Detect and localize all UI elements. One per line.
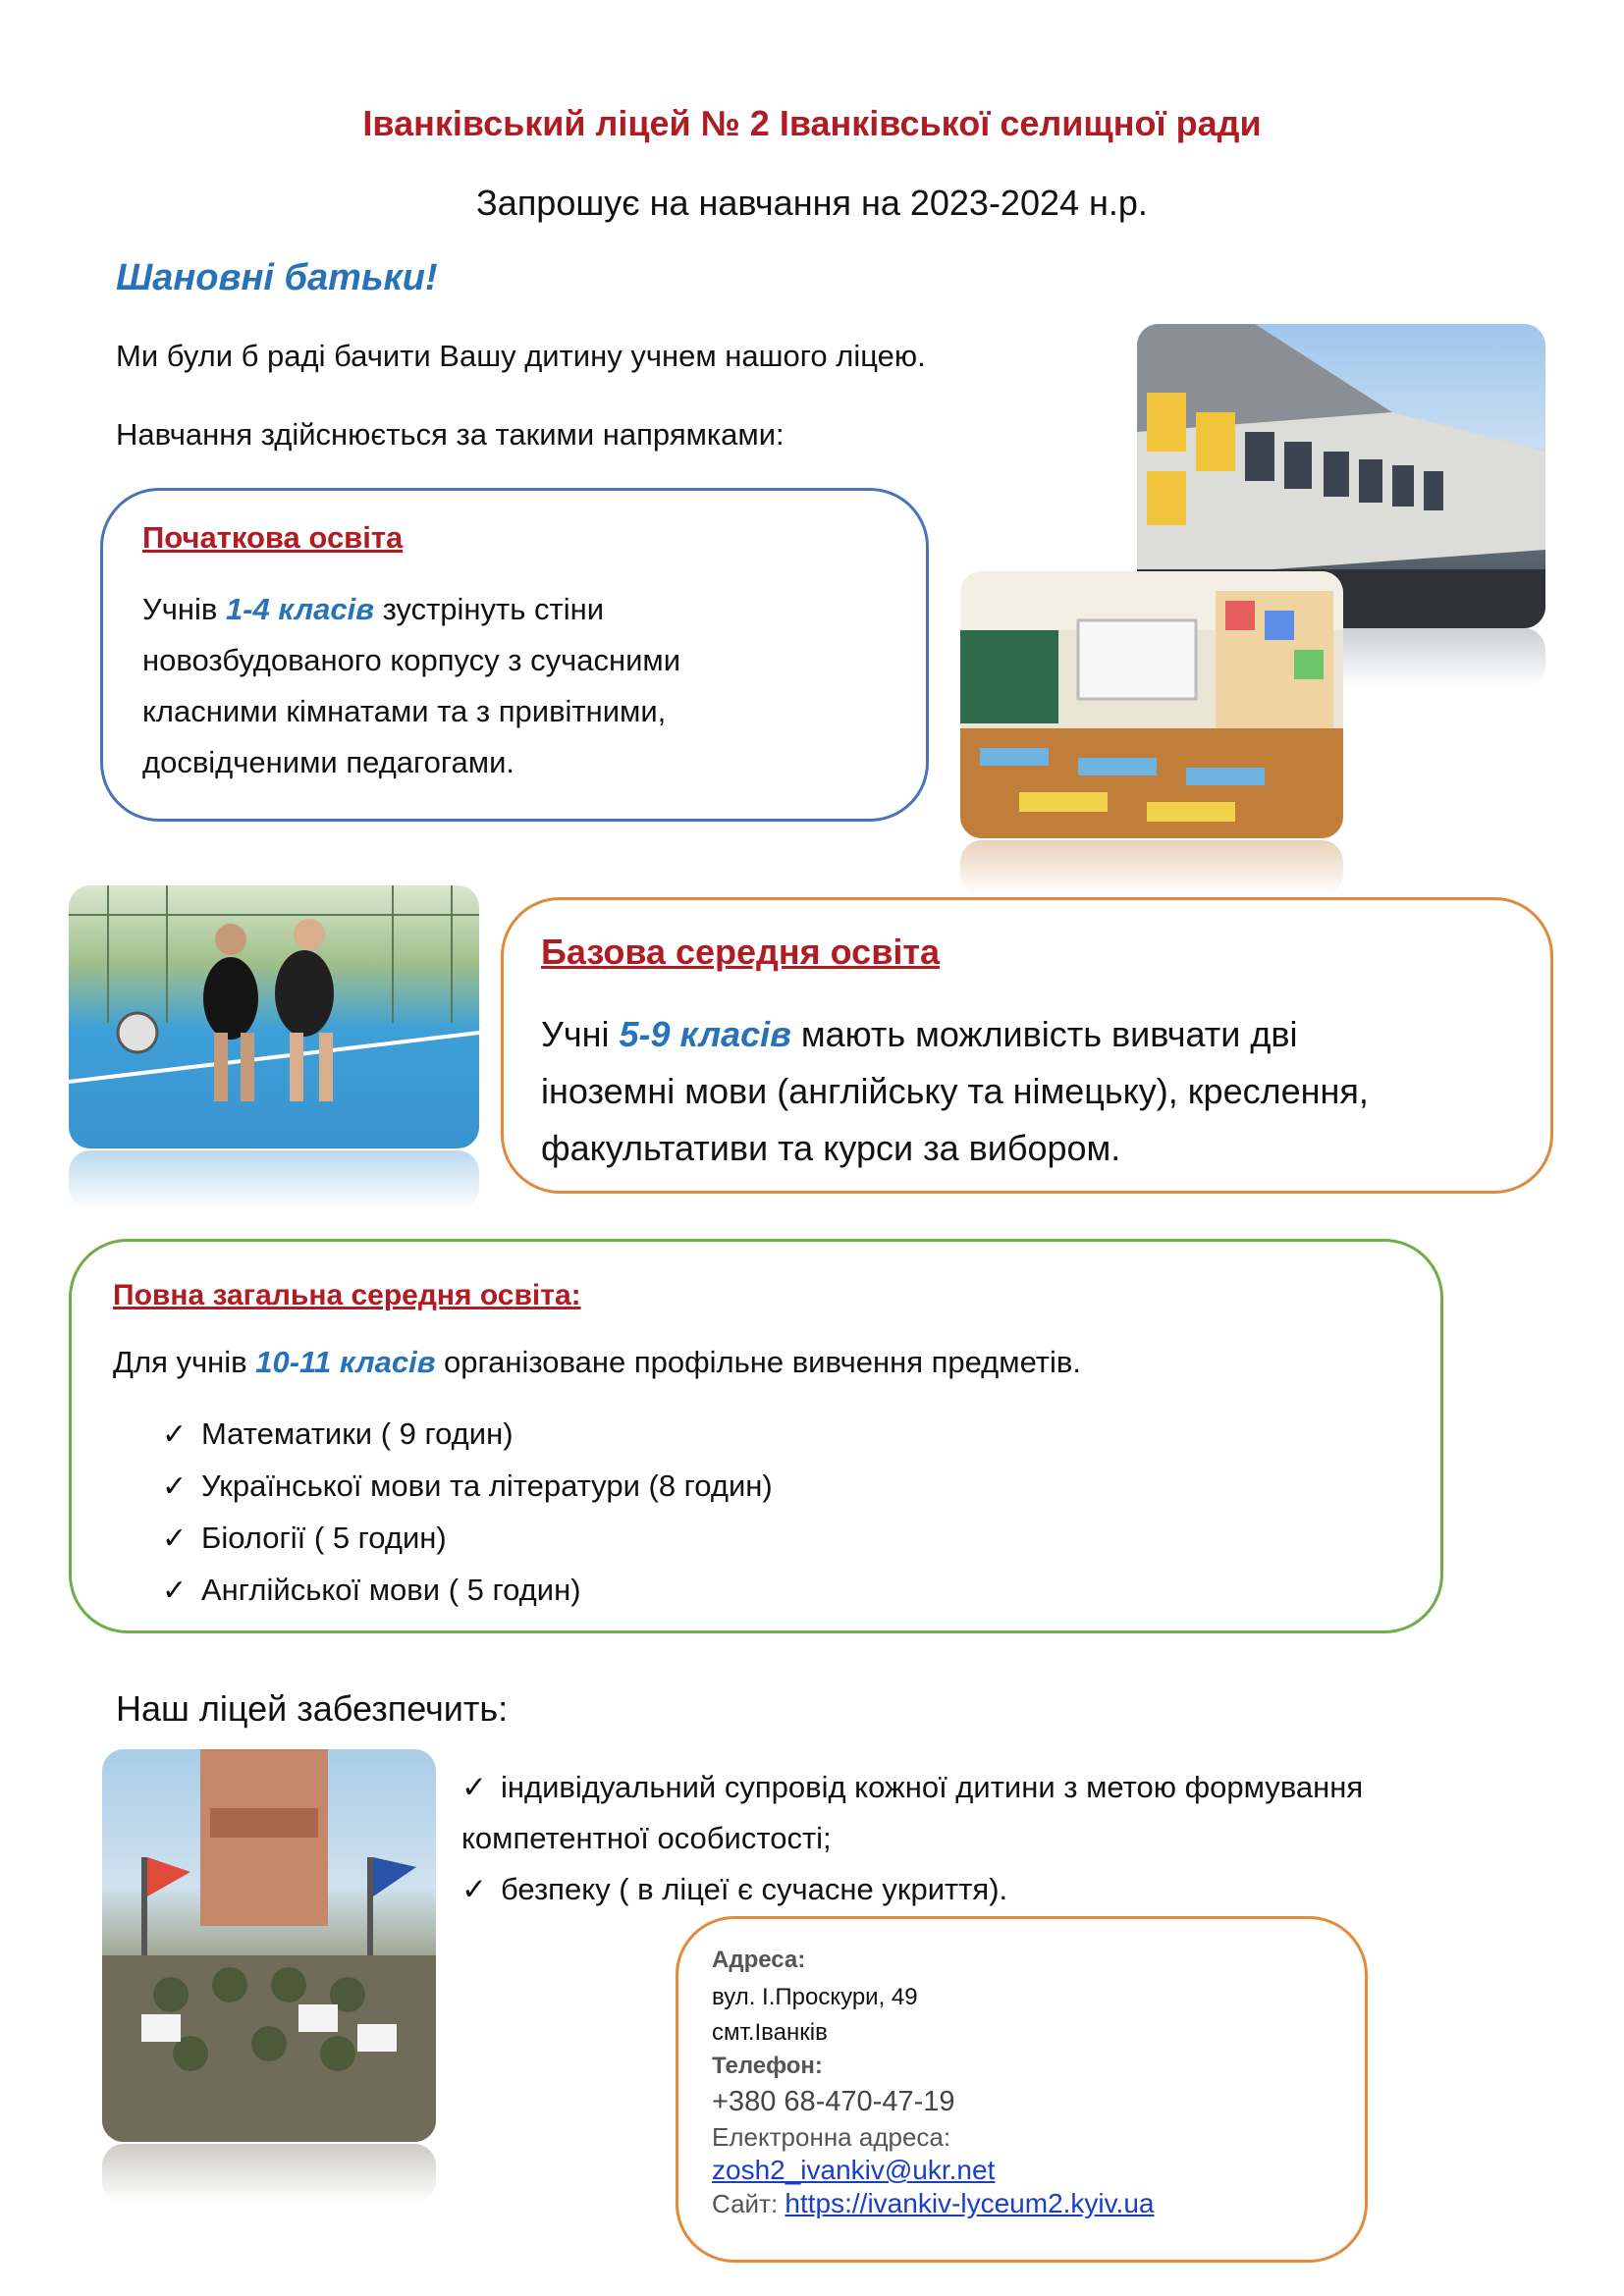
primary-line-2: новозбудованого корпусу з сучасними	[142, 643, 681, 677]
basic-line-1	[541, 1006, 1533, 1063]
basic-text-rest: мають можливість вивчати дві	[790, 1014, 1298, 1054]
phone: +380 68-470-47-19	[712, 2086, 955, 2117]
full-text-before: Для учнів	[113, 1345, 256, 1379]
primary-line-1	[142, 584, 908, 635]
check-icon: ✓	[461, 1872, 487, 1906]
primary-education-box	[100, 488, 929, 822]
basic-education-box	[501, 897, 1553, 1194]
full-heading: Повна загальна середня освіта:	[113, 1279, 581, 1311]
basic-line-2: іноземні мови (англійську та німецьку), креслення,	[541, 1071, 1369, 1111]
basic-grades: 5-9 класів	[619, 1014, 791, 1054]
primary-text	[142, 584, 908, 788]
list-item	[162, 1513, 1340, 1565]
classroom-photo	[960, 571, 1343, 838]
provides-item-1-line-1: індивідуальний супровід кожної дитини з метою формування	[501, 1770, 1364, 1804]
subject-text: Англійської мови ( 5 годин)	[201, 1573, 581, 1607]
email-label: Електронна адреса:	[712, 2122, 951, 2152]
check-icon: ✓	[162, 1522, 188, 1555]
primary-heading: Початкова освіта	[142, 520, 404, 555]
list-item	[461, 1762, 1571, 1813]
full-intro	[113, 1345, 1081, 1380]
full-education-box	[69, 1239, 1443, 1633]
greeting: Шановні батьки!	[116, 257, 438, 298]
group-photo-reflection	[102, 2144, 436, 2203]
check-icon: ✓	[162, 1575, 188, 1607]
provides-item-1-line-2: компетентної особистості;	[461, 1821, 832, 1855]
primary-text-rest: зустрінуть стіни	[373, 592, 605, 626]
basic-line-3: факультативи та курси за вибором.	[541, 1128, 1121, 1168]
contact-info	[712, 1944, 1340, 2220]
group-photo	[102, 1749, 436, 2142]
primary-grades: 1-4 класів	[225, 592, 374, 626]
subject-text: Математики ( 9 годин)	[201, 1416, 514, 1451]
check-icon: ✓	[461, 1770, 487, 1804]
site-link[interactable]: https://ivankiv-lyceum2.kyiv.ua	[785, 2188, 1155, 2218]
list-item	[461, 1864, 1571, 1915]
primary-line-4: досвідченими педагогами.	[142, 745, 514, 779]
check-icon: ✓	[162, 1470, 188, 1503]
full-grades: 10-11 класів	[255, 1345, 436, 1379]
town: смт.Іванків	[712, 2019, 828, 2046]
site-line	[712, 2187, 1340, 2220]
street: вул. І.Проскури, 49	[712, 1984, 918, 2010]
basic-text	[541, 1006, 1533, 1177]
basic-text-before: Учні	[541, 1014, 620, 1054]
check-icon: ✓	[162, 1418, 188, 1451]
page-subtitle: Запрошує на навчання на 2023-2024 н.р.	[476, 183, 1148, 223]
full-text-after: організоване профільне вивчення предметів.	[435, 1345, 1081, 1379]
basketball-photo-reflection	[69, 1150, 479, 1209]
email-link[interactable]: zosh2_ivankiv@ukr.net	[712, 2155, 996, 2185]
basketball-photo	[69, 885, 479, 1148]
intro-line-2: Навчання здійснюється за такими напрямками:	[116, 417, 785, 452]
intro-line-1: Ми були б раді бачити Вашу дитину учнем нашого ліцею.	[116, 339, 926, 373]
subject-text: Української мови та літератури (8 годин)	[201, 1468, 773, 1503]
phone-label: Телефон:	[712, 2053, 823, 2079]
primary-line-3: класними кімнатами та з привітними,	[142, 694, 667, 728]
provides-list	[461, 1762, 1571, 1915]
site-label: Сайт:	[712, 2189, 785, 2218]
list-item	[162, 1409, 1340, 1461]
address-label: Адреса:	[712, 1947, 806, 1973]
list-item	[162, 1565, 1340, 1617]
page-title: Іванківський ліцей № 2 Іванківської селищної ради	[362, 103, 1262, 143]
basic-heading: Базова середня освіта	[541, 932, 940, 972]
classroom-photo-reflection	[960, 840, 1343, 895]
provides-item-2: безпеку ( в ліцеї є сучасне укриття).	[501, 1872, 1008, 1906]
list-item	[162, 1461, 1340, 1513]
subjects-list	[162, 1409, 1340, 1627]
primary-text-before: Учнів	[142, 592, 226, 626]
subject-text: Біології ( 5 годин)	[201, 1521, 447, 1555]
provides-heading: Наш ліцей забезпечить:	[116, 1688, 509, 1729]
